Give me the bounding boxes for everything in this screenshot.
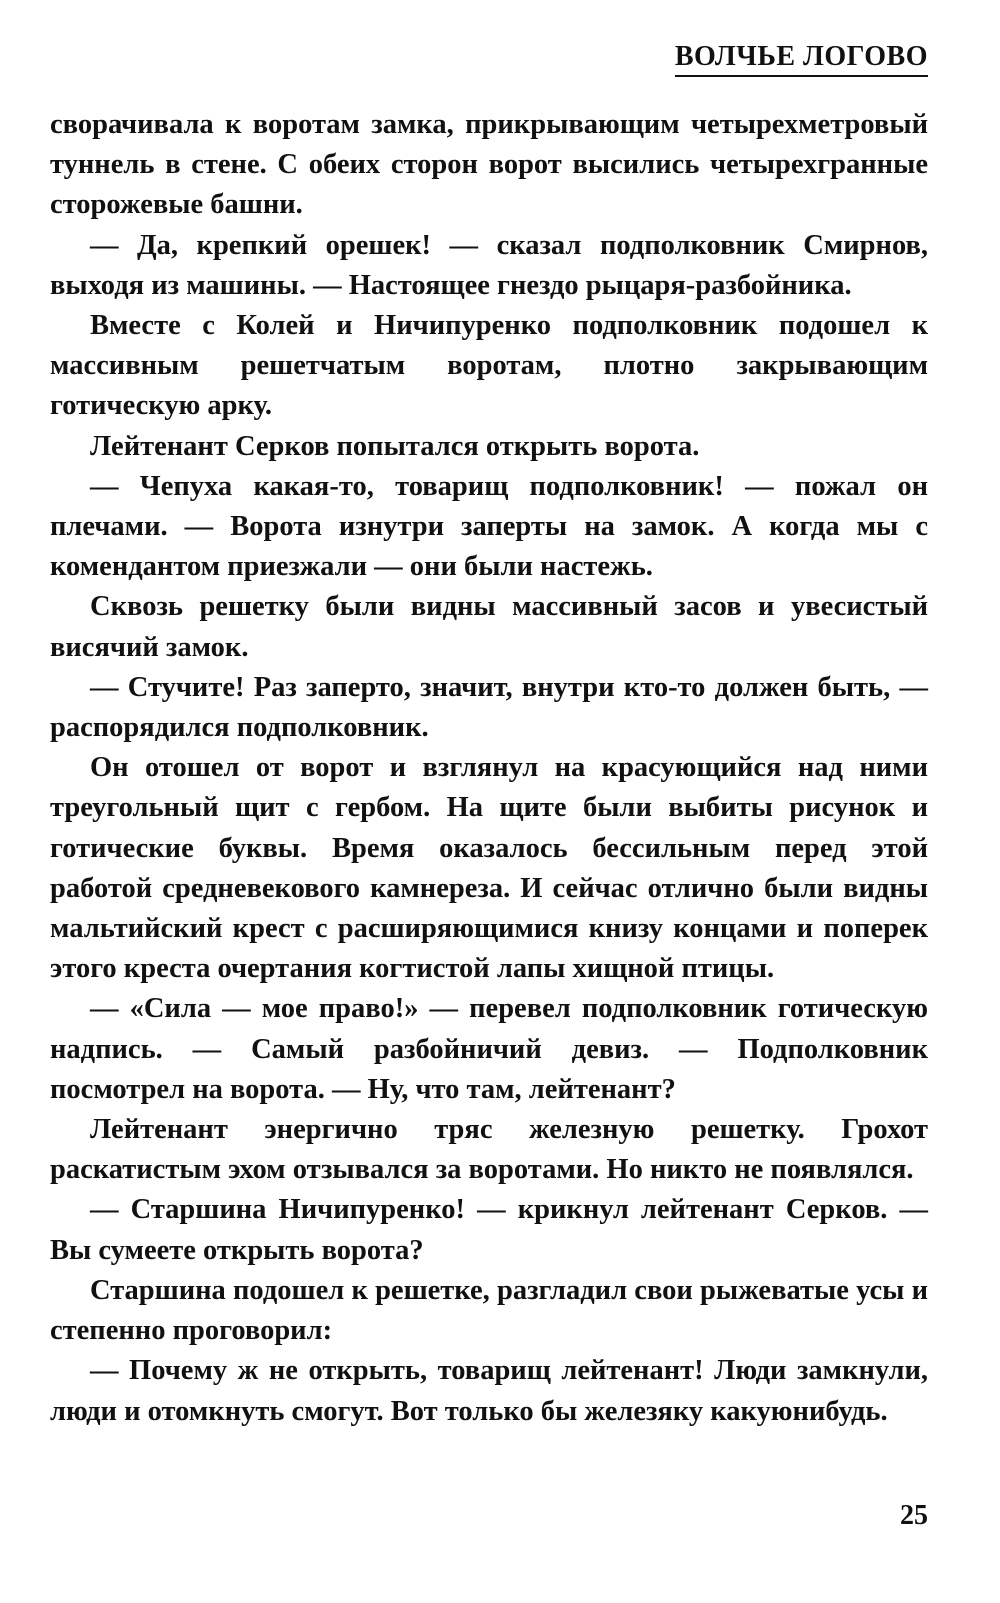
paragraph-6: Сквозь решетку были видны массивный засов и увесистый висячий замок. xyxy=(50,591,928,663)
paragraph-4: Лейтенант Серков попытался открыть ворота. xyxy=(90,430,700,462)
paragraph-11: — Старшина Ничипуренко! — крикнул лейтенант Серков. — Вы сумеете открыть ворота? xyxy=(50,1194,928,1266)
paragraph-7: — Стучите! Раз заперто, значит, внутри кто-то должен быть, — распорядился подполковник. xyxy=(50,671,928,744)
paragraph-5: — Чепуха какая-то, товарищ подполковник! — пожал он плечами. — Ворота изнутри заперты на замок. А когда мы с комендантом приезжали — они были настежь. xyxy=(50,470,928,583)
paragraph-1: сворачивала к воротам замка, прикрывающим четырехметровый туннель в стене. С обеих сторон ворот высились четырехгранные сторожевые башни. xyxy=(50,109,928,221)
paragraph-13: — Почему ж не открыть, товарищ лейтенант! Люди замкнули, люди и отомкнуть смогут. Вот только бы железяку какуюнибудь. xyxy=(50,1355,928,1427)
paragraph-12: Старшина подошел к решетке, разгладил свои рыжеватые усы и степенно проговорил: xyxy=(50,1274,928,1347)
paragraph-9: — «Сила — мое право!» — перевел подполковник готическую надпись. — Самый разбойничий девиз. — Подполковник посмотрел на ворота. — Ну, что там, лейтенант? xyxy=(50,993,928,1105)
page-body-text xyxy=(50,105,928,1432)
paragraph-3: Вместе с Колей и Ничипуренко подполковник подошел к массивным решетчатым воротам, плотно закрывающим готическую арку. xyxy=(50,310,928,422)
paragraph-10: Лейтенант энергично тряс железную решетку. Грохот раскатистым эхом отзывался за воротами. Но никто не появлялся. xyxy=(50,1114,928,1186)
running-head-title: ВОЛЧЬЕ ЛОГОВО xyxy=(675,42,928,77)
paragraph-2: — Да, крепкий орешек! — сказал подполковник Смирнов, выходя из машины. — Настоящее гнездо рыцаря-разбойника. xyxy=(50,229,928,301)
paragraph-8: Он отошел от ворот и взглянул на красующийся над ними треугольный щит с гербом. На щите были выбиты рисунок и готические буквы. Время оказалось бессильным перед этой работой средневекового камнереза. И сейчас отлично были видны мальтийский крест с расширяющимися книзу концами и поперек этого креста очертания когтистой лапы хищной птицы. xyxy=(50,752,928,985)
page-number: 25 xyxy=(900,1500,928,1531)
